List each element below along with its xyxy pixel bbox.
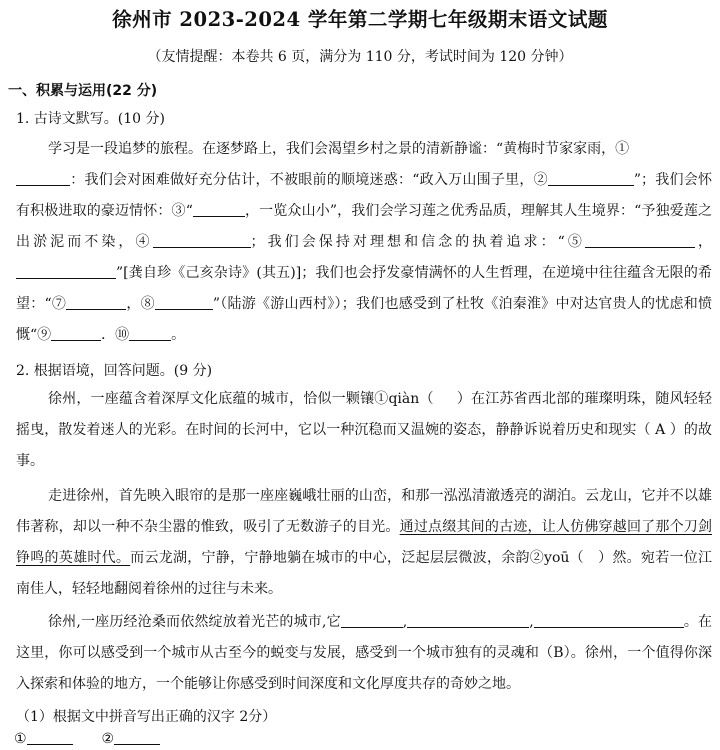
q1-text-9: ”（陆游《游山西村》）；我们也感受到了杜牧《泊秦淮》中对达官贵人的忧虑和愤慨“⑨ <box>16 296 712 343</box>
blank-3[interactable] <box>193 200 245 217</box>
section-heading-accumulation: 一、积累与运用(22 分) <box>8 83 158 99</box>
blank-7[interactable] <box>66 293 126 310</box>
p2-text-b: 而云龙湖，宁静，宁静地躺在城市的中心，泛起层层微波，余韵②yoū（ <box>130 550 584 566</box>
exam-subtitle: （友情提醒：本卷共 6 页，满分为 110 分，考试时间为 120 分钟） <box>147 49 573 65</box>
q1-text-6: ， <box>694 234 713 250</box>
q1-text-2: ：我们会对困难做好充分估计，不被眼前的顺境迷惑：“政入万山围子里，② <box>70 172 548 188</box>
answer-1-blank[interactable] <box>27 728 73 745</box>
question-1-heading: 1. 古诗文默写。(10 分) <box>16 111 165 127</box>
q1-text-3: ”；我们会怀有积极进取的豪迈情怀：③“ <box>16 172 712 219</box>
p1-text-d: ）的故事。 <box>16 422 713 469</box>
sub-question-1-text: （1）根据文中拼音写出正确的汉字 2分） <box>16 709 277 725</box>
blank-4[interactable] <box>153 231 251 248</box>
p1-text-a: 徐州，一座蕴含着深厚文化底蕴的城市，恰似一颗镶①qiàn（ <box>48 391 434 407</box>
p3-text-a: 徐州,一座历经沧桑而依然绽放着光芒的城市,它 <box>48 614 341 630</box>
passage-paragraph-1 <box>16 384 712 477</box>
blank-2[interactable] <box>548 169 634 186</box>
blank-10[interactable] <box>129 324 171 341</box>
q1-text-5: ；我们会保持对理想和信念的执着追求：“⑤ <box>250 234 585 250</box>
mark-a: A <box>655 422 666 438</box>
p3-text-d: 。在这里，你可以感受到一个城市从古至今的蜕变与发展，感受到一个城市独有的灵魂和（B）。徐州，一个值得你深入探索和体验的地方，一个能够让你感受到时间深度和文化厚度共存的奇妙之地。 <box>16 614 713 692</box>
answer-2-blank[interactable] <box>114 728 160 745</box>
blank-6[interactable] <box>16 262 116 279</box>
p1-text-b: ）在江苏省西北部的璀璨明珠，随风轻轻摇曳，散发着迷人的光彩。在时间的长河中，它以一种沉稳而又温婉的姿态，静静诉说着历史和现实（ <box>16 391 712 438</box>
q1-text-11: 。 <box>171 327 186 343</box>
underlined-sentence: 通过点缀其间的古迹，让人仿佛穿越回了那个刀剑铮鸣的英雄时代。 <box>16 519 712 566</box>
exam-title: 徐州市 2023-2024 学年第二学期七年级期末语文试题 <box>112 8 608 31</box>
question-1-passage <box>16 134 712 351</box>
blank-9[interactable] <box>51 324 101 341</box>
question-2-heading: 2. 根据语境，回答问题。(9 分) <box>16 363 213 379</box>
p2-text-a: 走进徐州，首先映入眼帘的是那一座座巍峨壮丽的山峦，和那一泓泓清澈透亮的湖泊。云龙山，它并不以雄伟著称，却以一种不杂尘嚣的惟致，吸引了无数游子的目光。 <box>16 488 712 535</box>
q1-text-1: 学习是一段追梦的旅程。在逐梦路上，我们会渴望乡村之景的清新静谧：“黄梅时节家家雨，① <box>48 141 630 157</box>
blank-5[interactable] <box>585 231 695 248</box>
passage-paragraph-2 <box>16 481 712 605</box>
q1-text-8: ，⑧ <box>126 296 155 312</box>
answer-2-label: ② <box>101 731 115 747</box>
blank-p3-2[interactable] <box>407 611 529 628</box>
q1-text-10: ．⑩ <box>101 327 130 343</box>
blank-1[interactable] <box>16 169 70 186</box>
passage-paragraph-3 <box>16 607 712 700</box>
q1-text-7: ”[龚自珍《己亥杂诗》(其五)]；我们也会抒发豪情满怀的人生哲理，在逆境中往往蕴含无限的希望：“⑦ <box>16 265 712 312</box>
q1-text-4: ，一览众山小”，我们会学习莲之优秀品质，理解其人生境界：“予独爱莲之出淤泥而不染，④ <box>16 203 712 250</box>
question-2-passage <box>16 384 712 733</box>
answer-1-label: ① <box>14 731 27 747</box>
blank-p3-3[interactable] <box>534 611 684 628</box>
p2-text-c: ）然。宛若一位江南佳人，轻轻地翻阅着徐州的过往与未来。 <box>16 550 713 597</box>
blank-p3-1[interactable] <box>341 611 403 628</box>
answer-blanks <box>14 728 160 747</box>
blank-8[interactable] <box>155 293 213 310</box>
p3-comma-2: , <box>529 614 534 630</box>
p3-comma-1: , <box>402 614 408 630</box>
